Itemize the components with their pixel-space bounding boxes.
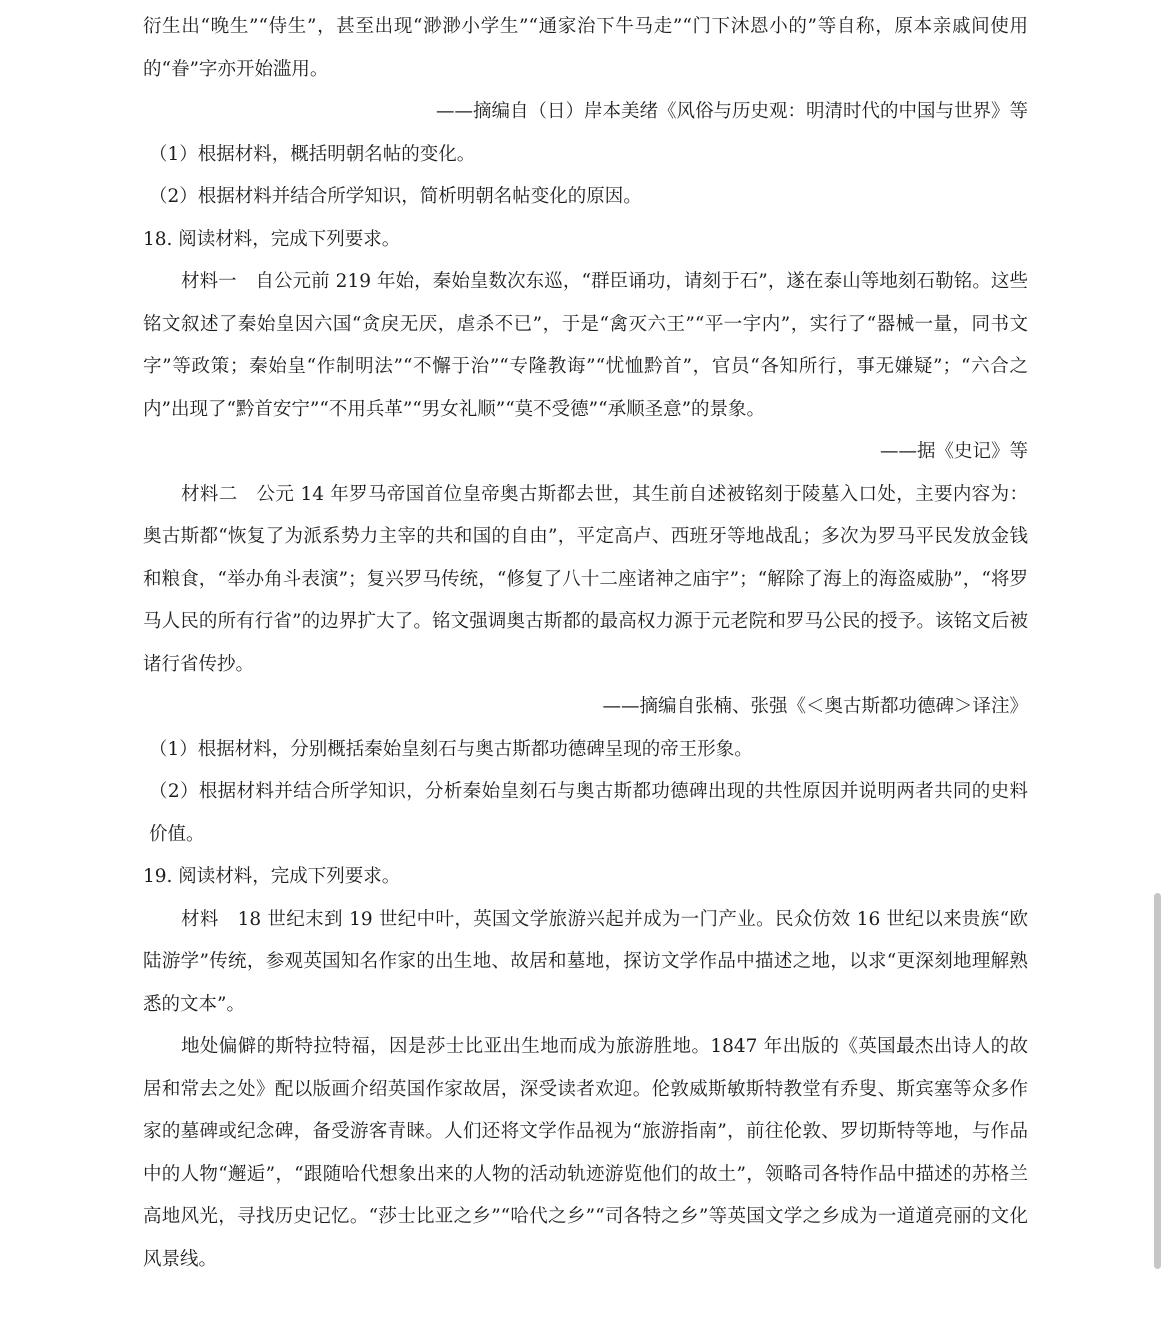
q19-material-paragraph-2: 地处偏僻的斯特拉特福，因是莎士比亚出生地而成为旅游胜地。1847 年出版的《英国最杰出诗人的故居和常去之处》配以版画介绍英国作家故居，深受读者欢迎。伦敦威斯敏斯特教堂有乔叟、斯宾塞等众多作家的墓碑或纪念碑，备受游客青睐。人们还将文学作品视为“旅游指南”，前往伦敦、罗切斯特等地，与作品中的人物“邂逅”，“跟随哈代想象出来的人物的活动轨迹游览他们的故土”，领略司各特作品中描述的苏格兰高地风光，寻找历史记忆。“莎士比亚之乡”“哈代之乡”“司各特之乡”等英国文学之乡成为一道道亮丽的文化风景线。 — [143, 1036, 1028, 1270]
q17-material-tail: 衍生出“晚生”“侍生”，甚至出现“渺渺小学生”“通家治下牛马走”“门下沐恩小的”等自称，原本亲戚间使用的“眷”字亦开始滥用。 — [143, 16, 1028, 80]
q18-source-2: ——摘编自张楠、张强《＜奥古斯都功德碑＞译注》 — [602, 696, 1028, 717]
q18-material-1: 材料一 自公元前 219 年始，秦始皇数次东巡，“群臣诵功，请刻于石”，遂在泰山等地刻石勒铭。这些铭文叙述了秦始皇因六国“贪戾无厌，虐杀不已”，于是“禽灭六王”“平一宇内”，实行了“器械一量，同书文字”等政策；秦始皇“作制明法”“不懈于治”“专隆教诲”“忧恤黔首”，官员“各知所行，事无嫌疑”；“六合之内”出现了“黔首安宁”“不用兵革”“男女礼顺”“莫不受德”“承顺圣意”的景象。 — [143, 271, 1028, 420]
q19-heading: 19. 阅读材料，完成下列要求。 — [143, 866, 401, 887]
q19-material-paragraph-1: 材料 18 世纪末到 19 世纪中叶，英国文学旅游兴起并成为一门产业。民众仿效 16 世纪以来贵族“欧陆游学”传统，参观英国知名作家的出生地、故居和墓地，探访文学作品中描述之地，以求“更深刻地理解熟悉的文本”。 — [143, 908, 1028, 1015]
q18-question-2: （2）根据材料并结合所学知识，分析秦始皇刻石与奥古斯都功德碑出现的共性原因并说明两者共同的史料价值。 — [149, 781, 1028, 845]
q17-question-1: （1）根据材料，概括明朝名帖的变化。 — [149, 143, 476, 165]
q18-question-1: （1）根据材料，分别概括秦始皇刻石与奥古斯都功德碑呈现的帝王形象。 — [149, 738, 753, 760]
q18-material-2: 材料二 公元 14 年罗马帝国首位皇帝奥古斯都去世，其生前自述被铭刻于陵墓入口处，主要内容为：奥古斯都“恢复了为派系势力主宰的共和国的自由”，平定高卢、西班牙等地战乱；多次为罗马平民发放金钱和粮食，“举办角斗表演”；复兴罗马传统，“修复了八十二座诸神之庙宇”；“解除了海上的海盗威胁”，“将罗马人民的所有行省”的边界扩大了。铭文强调奥古斯都的最高权力源于元老院和罗马公民的授予。该铭文后被诸行省传抄。 — [143, 483, 1028, 675]
exam-page — [143, 6, 1028, 1281]
q18-source-1: ——据《史记》等 — [879, 441, 1028, 462]
vertical-scrollbar-thumb[interactable] — [1154, 893, 1161, 1269]
q17-question-2: （2）根据材料并结合所学知识，简析明朝名帖变化的原因。 — [149, 186, 642, 207]
q18-heading: 18. 阅读材料，完成下列要求。 — [143, 228, 401, 250]
q17-source: ——摘编自（日）岸本美绪《风俗与历史观：明清时代的中国与世界》等 — [435, 101, 1028, 122]
